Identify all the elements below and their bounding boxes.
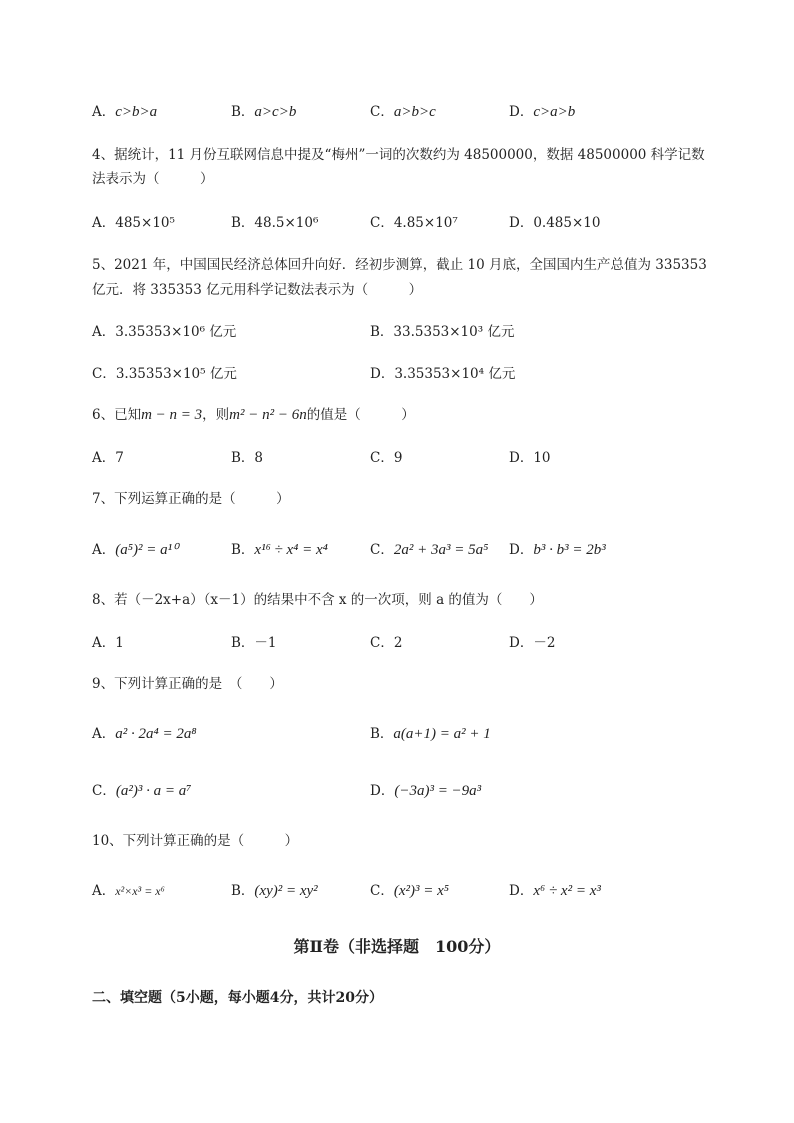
option-label: D．	[509, 542, 534, 558]
q6-option-a: A．7	[92, 450, 124, 466]
q3-option-a	[92, 100, 157, 121]
option-math: (x²)³ = x⁵	[393, 883, 449, 899]
option-math: x⁶ ÷ x² = x³	[533, 883, 601, 899]
q6-option-d: D．10	[509, 450, 551, 466]
option-label: A．	[92, 542, 116, 558]
q3-option-b	[231, 100, 296, 121]
q6-pre: 6、已知	[92, 407, 142, 423]
q5-option-b: B．33.5353×10³ 亿元	[370, 324, 515, 340]
q4-option-a: A．485×10⁵	[92, 215, 175, 231]
q4-option-d: D．0.485×10	[509, 215, 601, 231]
q8-option-a: A．1	[92, 635, 124, 651]
q9-option-c	[92, 779, 191, 800]
q4-stem-line1: 4、据统计，11 月份互联网信息中提及“梅州”一词的次数约为 48500000，数据 48500000 科学记数	[92, 147, 705, 163]
section-title: 第Ⅱ卷（非选择题 100分）	[293, 937, 501, 956]
q5-option-c: C．3.35353×10⁵ 亿元	[92, 366, 237, 382]
q7-stem: 7、下列运算正确的是（ ）	[92, 491, 290, 507]
option-math: (a⁵)² = a¹⁰	[115, 542, 179, 558]
option-math: b³ · b³ = 2b³	[533, 542, 606, 558]
q6-math-condition: m − n = 3	[141, 407, 203, 423]
q8-option-c: C．2	[370, 635, 403, 651]
option-label: A．	[92, 726, 116, 742]
option-label: B．	[370, 726, 394, 742]
q5-stem-line2: 亿元．将 335353 亿元用科学记数法表示为（ ）	[92, 282, 423, 298]
q6-option-c: C．9	[370, 450, 403, 466]
option-label: C．	[370, 883, 394, 899]
q9-stem: 9、下列计算正确的是 （ ）	[92, 676, 283, 692]
option-math: x¹⁶ ÷ x⁴ = x⁴	[254, 542, 328, 558]
section-two-heading: 二、填空题（5小题，每小题4分，共计20分）	[92, 990, 383, 1006]
q10-stem: 10、下列计算正确的是（ ）	[92, 833, 299, 849]
q10-option-c	[370, 879, 449, 900]
q9-option-b	[370, 722, 491, 743]
q6-post: 的值是（ ）	[306, 407, 415, 423]
option-math: a(a+1) = a² + 1	[393, 726, 491, 742]
q7-option-c	[370, 538, 488, 559]
option-label: C．	[370, 542, 394, 558]
q5-stem-line1: 5、2021 年，中国国民经济总体回升向好．经初步测算，截止 10 月底，全国国内生产总值为 335353	[92, 257, 707, 273]
q6-mid: ，则	[202, 407, 230, 423]
q7-option-d	[509, 538, 606, 559]
option-math: c>a>b	[533, 104, 576, 120]
q4-stem-line2: 法表示为（ ）	[92, 171, 214, 187]
q5-option-a: A．3.35353×10⁶ 亿元	[92, 324, 237, 340]
option-math: x²×x³ = x⁶	[115, 884, 165, 898]
q10-option-b	[231, 879, 318, 900]
q4-option-c: C．4.85×10⁷	[370, 215, 458, 231]
option-label: D．	[509, 883, 534, 899]
q7-option-a	[92, 538, 178, 559]
option-label: B．	[231, 883, 255, 899]
option-label: B．	[231, 104, 255, 120]
q10-option-d	[509, 879, 601, 900]
option-math: a>b>c	[393, 104, 436, 120]
q10-option-a	[92, 879, 165, 899]
option-math: 2a² + 3a³ = 5a⁵	[393, 542, 489, 558]
q5-option-d: D．3.35353×10⁴ 亿元	[370, 366, 516, 382]
option-math: (a²)³ · a = a⁷	[115, 783, 192, 799]
option-label: C．	[370, 104, 394, 120]
option-math: a>c>b	[254, 104, 297, 120]
option-label: C．	[92, 783, 116, 799]
q8-stem: 8、若（－2x+a）（x－1）的结果中不含 x 的一次项，则 a 的值为（ ）	[92, 592, 543, 608]
q7-option-b	[231, 538, 328, 559]
option-math: (−3a)³ = −9a³	[394, 783, 482, 799]
option-math: a² · 2a⁴ = 2a⁸	[115, 726, 197, 742]
q6-stem	[92, 403, 415, 424]
q8-option-d: D．－2	[509, 635, 556, 651]
q6-option-b: B．8	[231, 450, 264, 466]
q9-option-d	[370, 779, 481, 800]
option-math: (xy)² = xy²	[254, 883, 318, 899]
option-label: A．	[92, 883, 116, 899]
option-label: D．	[509, 104, 534, 120]
option-math: c>b>a	[115, 104, 158, 120]
option-label: D．	[370, 783, 395, 799]
q3-option-d	[509, 100, 575, 121]
q8-option-b: B．－1	[231, 635, 277, 651]
option-label: A．	[92, 104, 116, 120]
option-label: B．	[231, 542, 255, 558]
q9-option-a	[92, 722, 197, 743]
q3-option-c	[370, 100, 436, 121]
q6-math-expression: m² − n² − 6n	[229, 407, 307, 423]
q4-option-b: B．48.5×10⁶	[231, 215, 319, 231]
